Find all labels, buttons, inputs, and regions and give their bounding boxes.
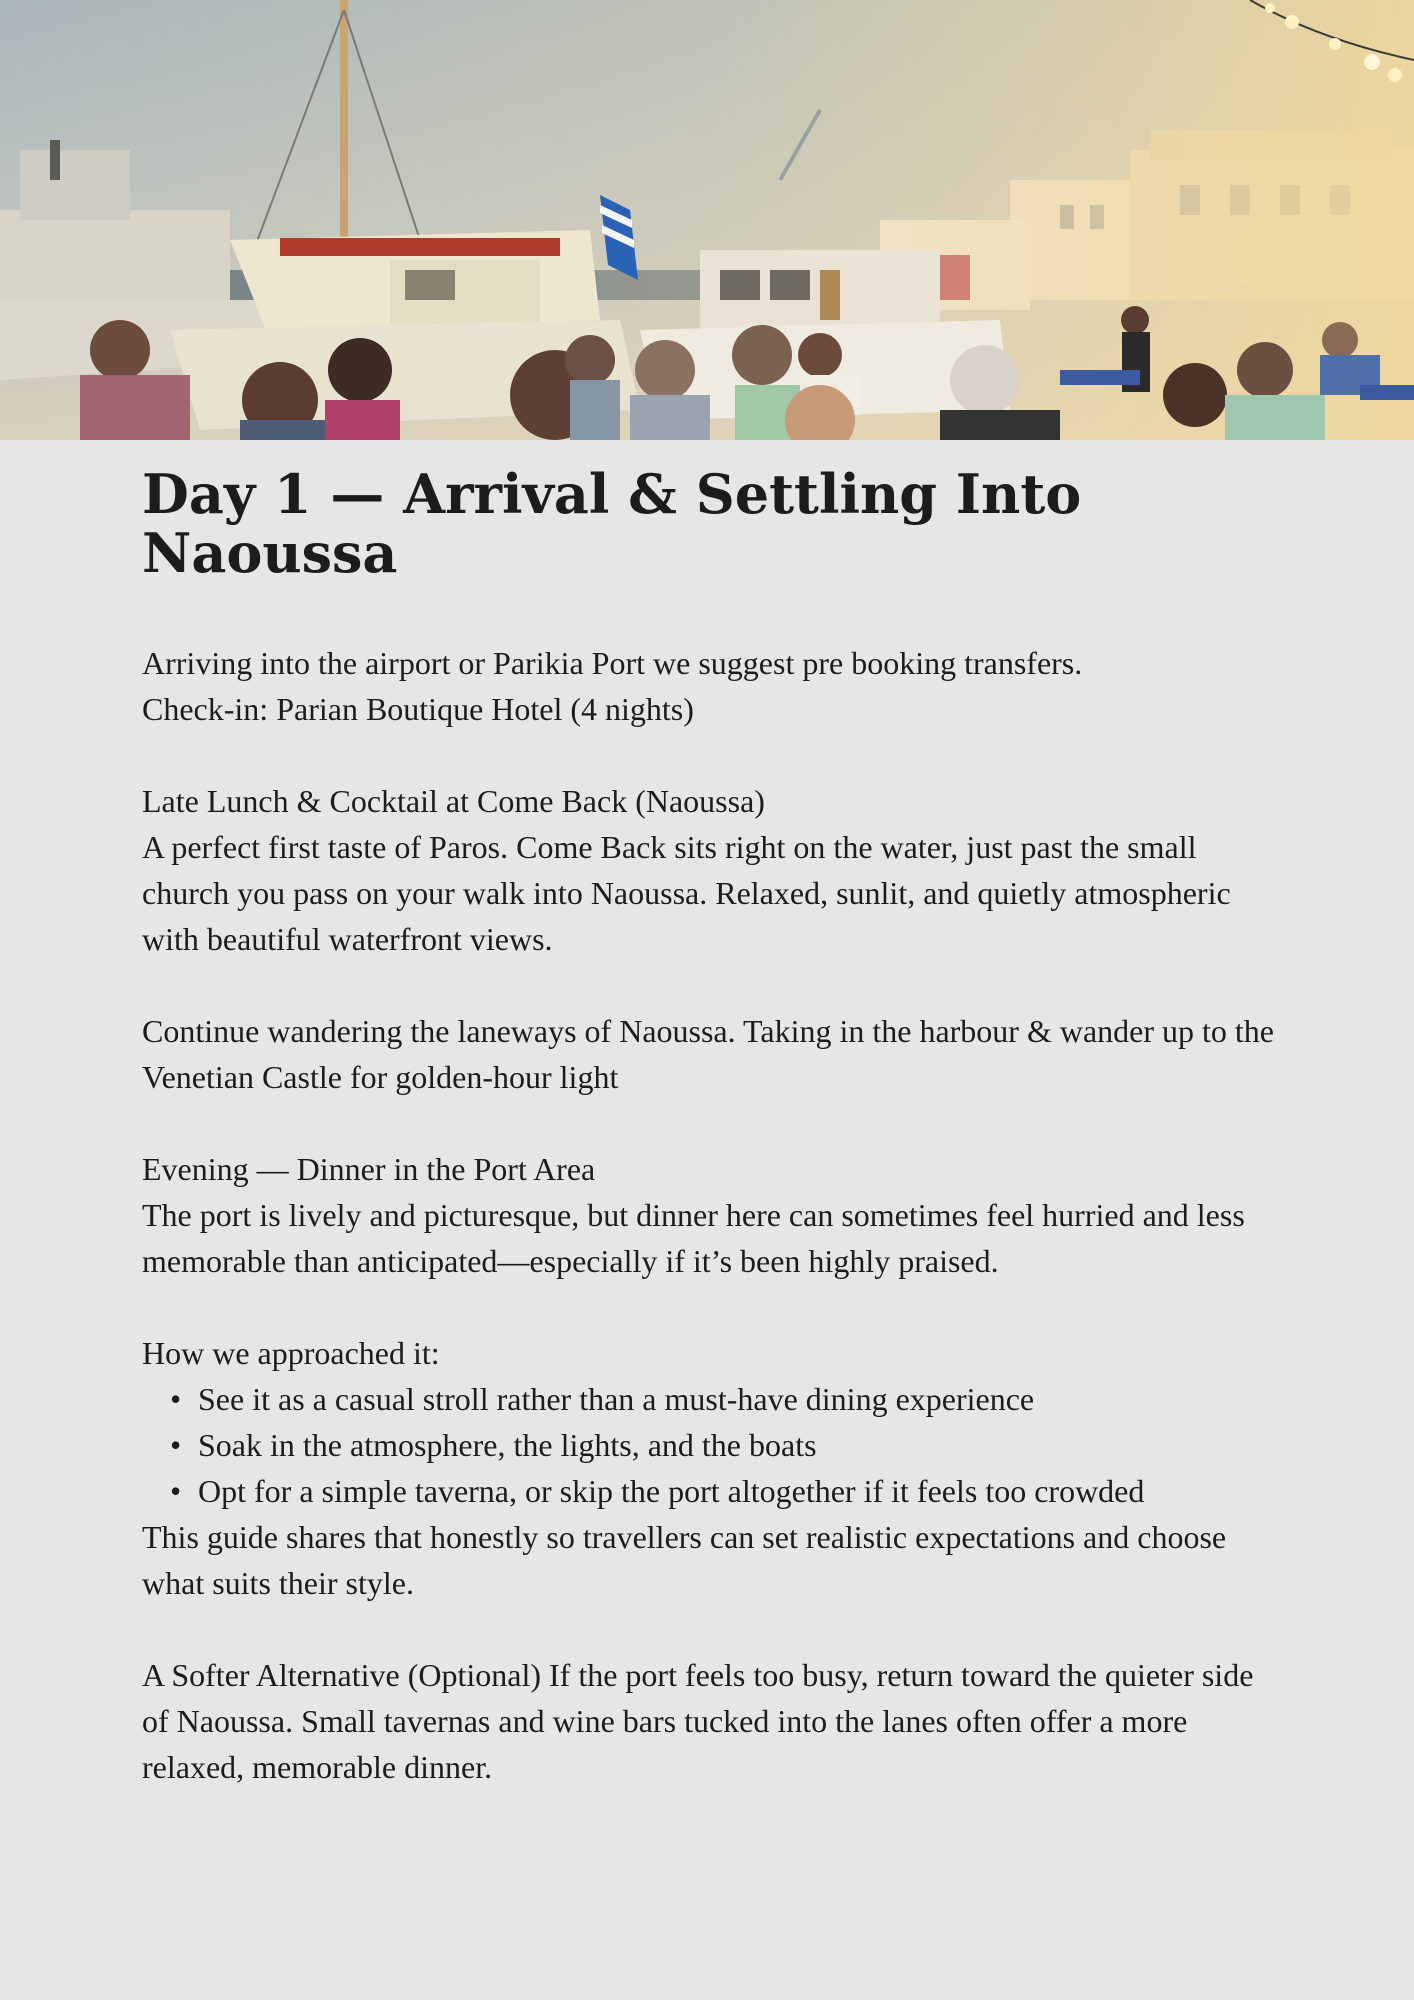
hero-photo bbox=[0, 0, 1414, 440]
page-title: Day 1 — Arrival & Settling Into Naoussa bbox=[142, 462, 1082, 586]
list-item-text: Opt for a simple taverna, or skip the port altogether if it feels too crowded bbox=[198, 1472, 1145, 1509]
wander-body: Continue wandering the laneways of Naoussa. Taking in the harbour & wander up to the Venetian Castle for golden-hour light bbox=[142, 1012, 1274, 1095]
harbour-photo-icon bbox=[0, 0, 1414, 440]
bullet-icon: • bbox=[170, 1426, 182, 1463]
list-item-text: See it as a casual stroll rather than a must-have dining experience bbox=[198, 1380, 1035, 1417]
lunch-body: A perfect first taste of Paros. Come Back sits right on the water, just past the small church you pass on your walk into Naoussa. Relaxed, sunlit, and quietly atmospheric with beautiful waterfront views. bbox=[142, 828, 1231, 957]
bullet-icon: • bbox=[170, 1380, 182, 1417]
approach-list bbox=[142, 1376, 1282, 1514]
approach-footer: This guide shares that honestly so travellers can set realistic expectations and choose what suits their style. bbox=[142, 1518, 1227, 1601]
check-in-line: Check-in: Parian Boutique Hotel (4 nights) bbox=[142, 690, 694, 727]
list-item bbox=[170, 1468, 1282, 1514]
lunch-heading: Late Lunch & Cocktail at Come Back (Naoussa) bbox=[142, 782, 765, 819]
list-item-text: Soak in the atmosphere, the lights, and the boats bbox=[198, 1426, 817, 1463]
itinerary-content bbox=[142, 440, 1282, 1790]
arrival-line: Arriving into the airport or Parikia Port we suggest pre booking transfers. bbox=[142, 644, 1083, 681]
evening-body: The port is lively and picturesque, but dinner here can sometimes feel hurried and less memorable than anticipated—especially if it’s been highly praised. bbox=[142, 1196, 1245, 1279]
bullet-icon: • bbox=[170, 1472, 182, 1509]
evening-heading: Evening — Dinner in the Port Area bbox=[142, 1150, 596, 1187]
alternative-body: A Softer Alternative (Optional) If the port feels too busy, return toward the quieter side of Naoussa. Small tavernas and wine bars tucked into the lanes often offer a more relaxed, memorable dinner. bbox=[142, 1656, 1254, 1785]
list-item bbox=[170, 1422, 1282, 1468]
approach-heading: How we approached it: bbox=[142, 1334, 440, 1371]
list-item bbox=[170, 1376, 1282, 1422]
